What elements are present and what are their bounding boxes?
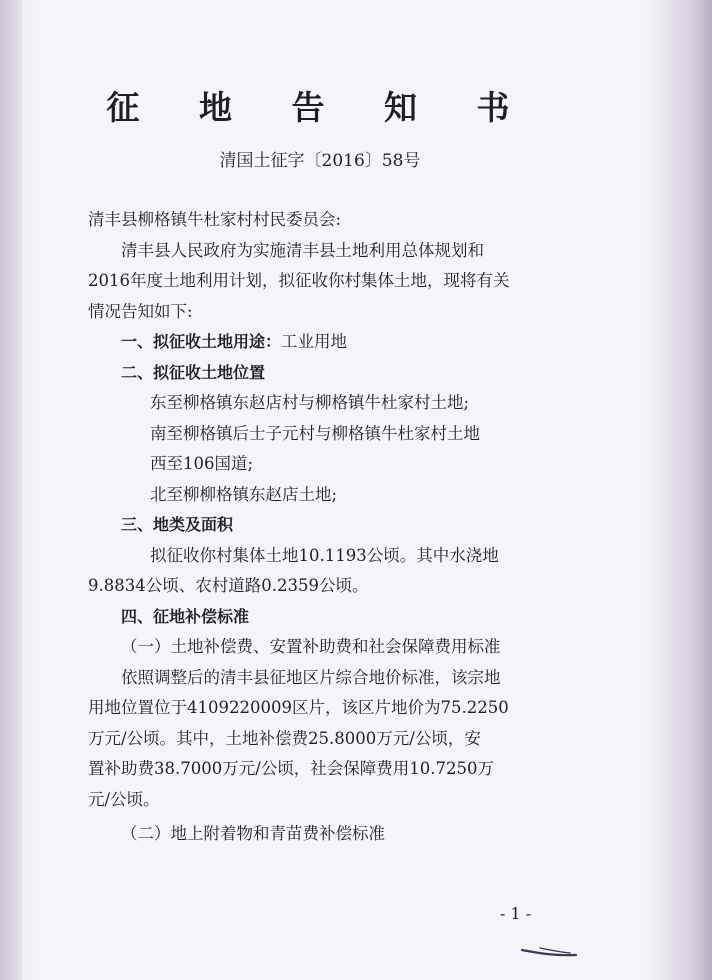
document-title: 征 地 告 知 书 — [106, 88, 534, 127]
document-number: 清国土征字〔2016〕58号 — [219, 151, 421, 171]
section4-line-5: 元/公顷。 — [88, 789, 160, 809]
section4-line-3: 万元/公顷。其中，土地补偿费25.8000万元/公顷，安 — [88, 728, 481, 748]
section1-heading: 一、拟征收土地用途： — [121, 332, 282, 351]
section2-line-west: 西至106国道; — [150, 454, 254, 473]
section2-line-east: 东至柳格镇东赵店村与柳格镇牛杜家村土地; — [150, 393, 470, 412]
intro-line-3: 情况告知如下: — [88, 301, 193, 321]
section3-line-2: 9.8834公顷、农村道路0.2359公顷。 — [88, 576, 369, 595]
document-body — [88, 205, 588, 850]
section3-heading: 三、地类及面积 — [121, 515, 234, 534]
pen-stroke-mark — [520, 944, 580, 960]
section2-heading: 二、拟征收土地位置 — [121, 362, 266, 382]
section4-line-4: 置补助费38.7000万元/公顷，社会保障费用10.7250万 — [88, 759, 495, 778]
section1-value: 工业用地 — [281, 332, 348, 351]
addressee: 清丰县柳格镇牛杜家村村民委员会: — [88, 210, 342, 229]
section2-line-north: 北至柳柳格镇东赵店土地; — [150, 484, 338, 504]
section4-sub2: （二）地上附着物和青苗费补偿标准 — [121, 824, 385, 843]
section3-line-1: 拟征收你村集体土地10.1193公顷。其中水浇地 — [150, 545, 499, 565]
section1 — [88, 327, 588, 358]
intro-line-1: 清丰县人民政府为实施清丰县土地利用总体规划和 — [121, 240, 484, 260]
section4-sub1: （一）土地补偿费、安置补助费和社会保障费用标准 — [121, 637, 501, 656]
intro-line-2: 2016年度土地利用计划，拟征收你村集体土地，现将有关 — [88, 271, 510, 290]
section4-line-1: 依照调整后的清丰县征地区片综合地价标准，该宗地 — [121, 667, 501, 687]
page-number: - 1 - — [500, 904, 532, 923]
scan-right-shadow — [652, 0, 712, 980]
section4-line-2: 用地位置位于4109220009区片，该区片地价为75.2250 — [88, 698, 509, 717]
section2-line-south: 南至柳格镇后士子元村与柳格镇牛杜家村土地 — [150, 423, 480, 443]
section4-heading: 四、征地补偿标准 — [121, 606, 250, 626]
